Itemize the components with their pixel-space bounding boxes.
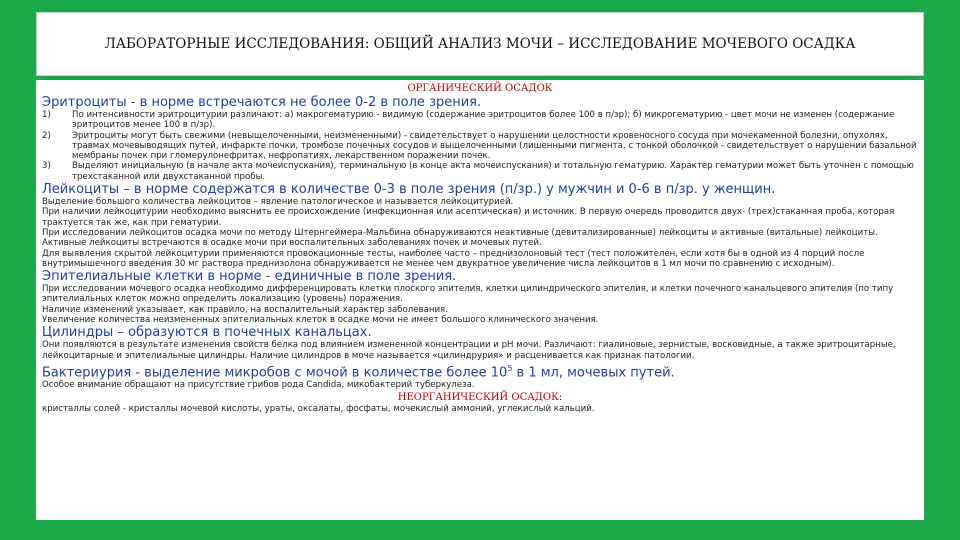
erythrocytes-list bbox=[42, 110, 918, 182]
paragraph: Выделение большого количества лейкоцитов – явление патологическое и называется лейкоцитурией. bbox=[42, 197, 514, 208]
erythrocytes-heading: Эритроциты - в норме встречаются не более 0-2 в поле зрения. bbox=[42, 95, 482, 110]
bacteriuria-heading-text: Бактериурия - выделение микробов с мочой в количестве более 10 bbox=[42, 365, 508, 381]
list-text: Выделяют инициальную (в начале акта мочеиспускания), терминальную (в конце акта мочеиспускания) и тотальную гематурию. Характер гематурии может быть уточнен с помощью трехстаканной или двухстаканной пробы. bbox=[72, 161, 914, 182]
list-item bbox=[42, 131, 918, 162]
list-item bbox=[42, 161, 918, 182]
inorganic-sediment-heading bbox=[42, 392, 918, 404]
content-panel bbox=[36, 80, 924, 520]
paragraph: Особое внимание обращают на присутствие грибов рода Candida, микобактерий туберкулеза. bbox=[42, 380, 475, 391]
bacteriuria-exponent: 5 bbox=[507, 363, 513, 373]
leukocytes-heading: Лейкоциты – в норме содержатся в количестве 0-3 в поле зрения (п/зр.) у мужчин и 0-6 в п/зр. у женщин. bbox=[42, 182, 776, 198]
page-title: ЛАБОРАТОРНЫЕ ИССЛЕДОВАНИЯ: ОБЩИЙ АНАЛИЗ МОЧИ – ИССЛЕДОВАНИЕ МОЧЕВОГО ОСАДКА bbox=[104, 35, 856, 52]
bacteriuria-heading-tail: в 1 мл, мочевых путей. bbox=[512, 365, 675, 381]
list-number: 2) bbox=[42, 130, 51, 141]
inorganic-text: кристаллы солей - кристаллы мочевой кислоты, ураты, оксалаты, фосфаты, мочекислый аммоний, углекислый кальций. bbox=[42, 403, 595, 414]
paragraph: Они появляются в результате изменения свойств белка под влиянием измененной концентрации и pH мочи. Различают: гиалиновые, зернистые, восковидные, а также эритроцитарные, лейкоцитарные и эпителиальные цилиндры. Наличие цилиндров в моче называется «цилиндрурия» и расценивается как признак патологии. bbox=[42, 340, 896, 361]
title-box bbox=[36, 12, 924, 76]
paragraph: Для выявления скрытой лейкоцитурии применяются провокационные тесты, наиболее часто – преднизолоновый тест (тест положителен, если хотя бы в одной из 4 порций после внутримышечного введения 30 мг раствора преднизолона обнаруживается не менее чем двукратное увеличение числа лейкоцитов в 1 мл мочи по сравнению с исходным). bbox=[42, 248, 865, 269]
paragraph: При наличии лейкоцитурии необходимо выяснить ее происхождение (инфекционная или асептическая) и источник. В первую очередь проводится двух- (трех)стаканная проба, которая трактуется так же, как при гематурии. bbox=[42, 207, 895, 228]
paragraph: При исследовании мочевого осадка необходимо дифференцировать клетки плоского эпителия, клетки цилиндрического эпителия, и клетки почечного канальцевого эпителия (по типу эпителиальных клеток можно определить локализацию (уровень) поражения. bbox=[42, 284, 894, 305]
list-number: 3) bbox=[42, 161, 51, 172]
list-text: По интенсивности эритроцитурии различают: а) макрогематурию - видимую (содержание эритроцитов более 100 в п/зр); б) микрогематурию - цвет мочи не изменен (содержание эритроцитов менее 100 в п/зр). bbox=[72, 110, 895, 131]
list-item bbox=[42, 110, 918, 131]
list-number: 1) bbox=[42, 110, 51, 120]
casts-heading: Цилиндры – образуются в почечных канальцах. bbox=[42, 325, 372, 341]
bacteriuria-heading bbox=[42, 361, 918, 380]
inorganic-heading-colon: : bbox=[558, 391, 563, 403]
epithelial-heading: Эпителиальные клетки в норме - единичные в поле зрения. bbox=[42, 269, 457, 285]
organic-sediment-heading: ОРГАНИЧЕСКИЙ ОСАДОК bbox=[407, 83, 553, 94]
paragraph: Наличие изменений указывает, как правило, на воспалительный характер заболевания. bbox=[42, 304, 448, 315]
inorganic-heading-text: НЕОРГАНИЧЕСКИЙ ОСАДОК bbox=[397, 391, 559, 403]
paragraph: При исследовании лейкоцитов осадка мочи по методу Штернгеймера-Мальбина обнаруживаются неактивные (девитализированные) лейкоциты и активные (витальные) лейкоциты. Активные лейкоциты встречаются в осадке мочи при воспалительных заболеваниях почек и мочевых путей. bbox=[42, 227, 878, 249]
list-text: Эритроциты могут быть свежими (невыщелоченными, неизмененными) - свидетельствует о нарушении целостности кровеносного сосуда при мочекаменной болезни, опухолях, травмах мочевыводящих путей, инфаркте почки, тромбозе почечных сосудов и выщелоченными (лишенными пигмента, с тонкой оболочкой - свидетельствует о нарушении базальной мембраны почек при гломерулонефритах, нефропатиях, лекарственном поражении почек. bbox=[72, 130, 917, 162]
paragraph: Увеличение количества неизмененных эпителиальных клеток в осадке мочи не имеет большого клинического значения. bbox=[42, 315, 599, 326]
